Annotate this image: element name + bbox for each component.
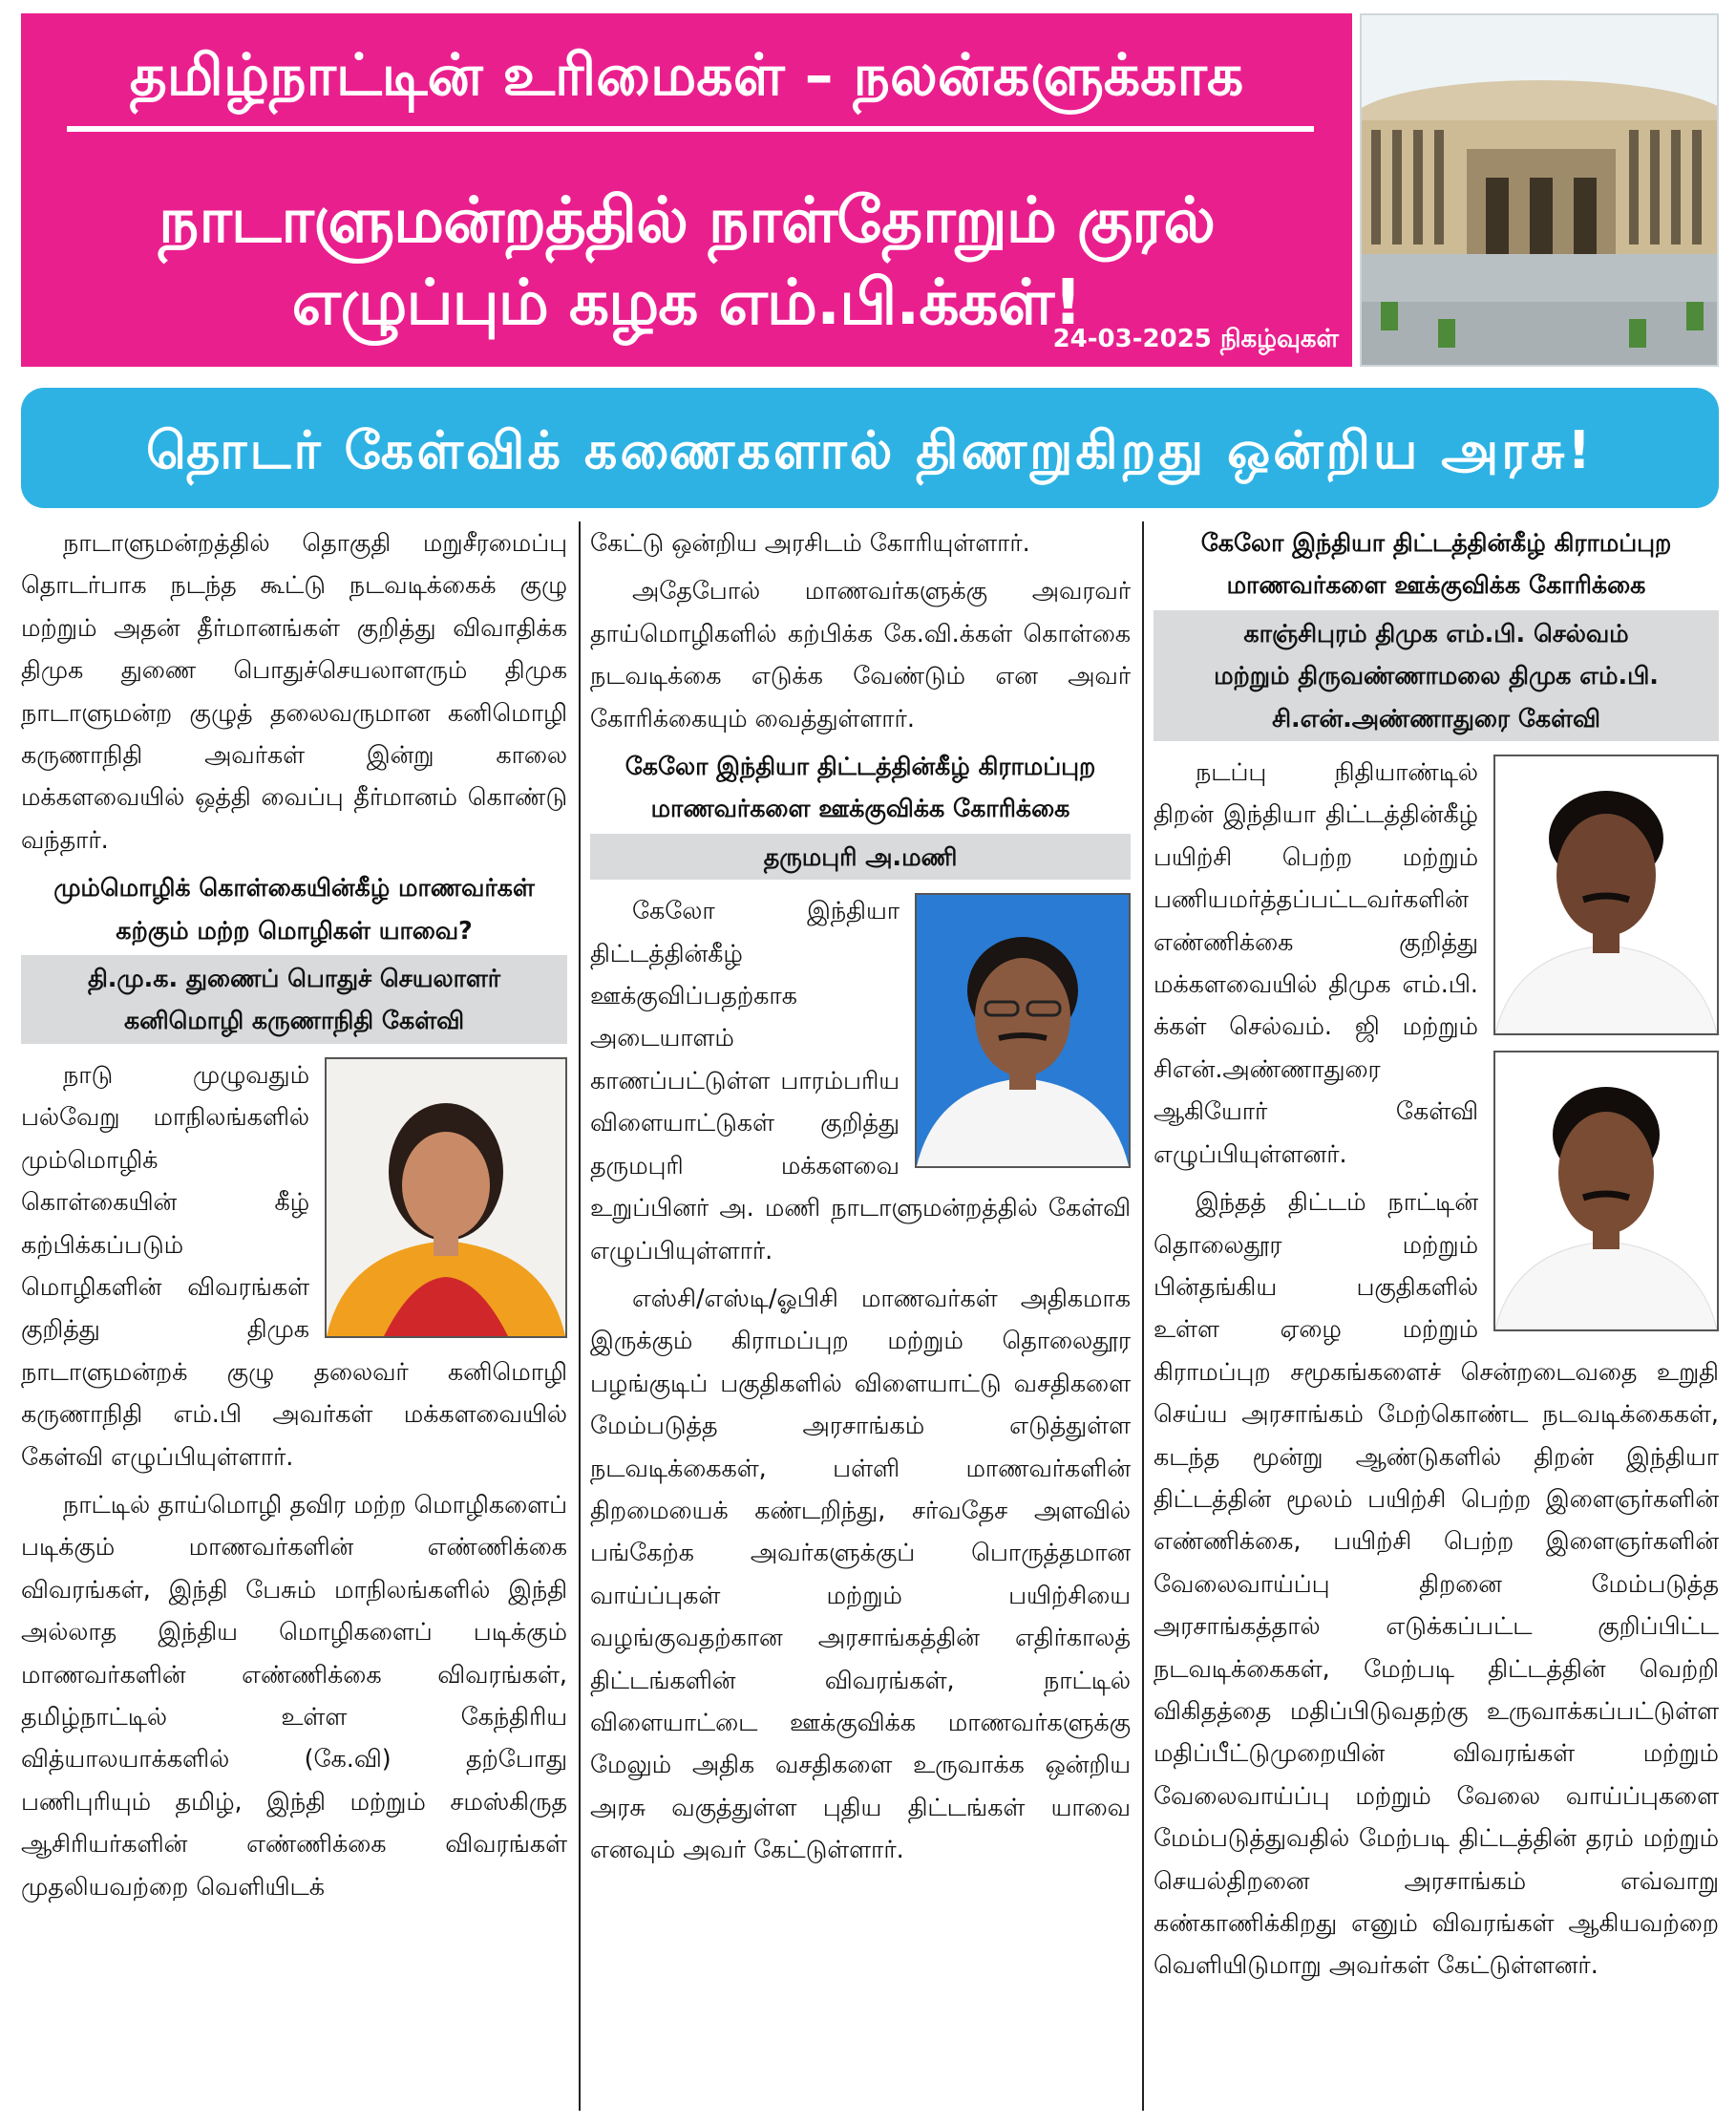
column-2 (590, 521, 1131, 2111)
col3-heading: கேலோ இந்தியா திட்டத்தின்கீழ் கிராமப்புற மாணவர்களை ஊக்குவிக்க கோரிக்கை (1200, 528, 1672, 600)
col3-byline-box (1154, 610, 1719, 741)
col2-paragraph-2: அதேபோல் மாணவர்களுக்கு அவரவர் தாய்மொழிகளில் கற்பிக்க கே.வி.க்கள் கொள்கை நடவடிக்கை எடுக்க வேண்டும் என அவர் கோரிக்கையும் வைத்துள்ளார். (590, 576, 1131, 733)
col1-heading: மும்மொழிக் கொள்கையின்கீழ் மாணவர்கள் கற்கும் மற்ற மொழிகள் யாவை? (53, 873, 535, 945)
col3-paragraph-2: இந்தத் திட்டம் நாட்டின் தொலைதூர மற்றும் பின்தங்கிய பகுதிகளில் உள்ள ஏழை மற்றும் கிராமப்புற சமூகங்களைச் சென்றடைவதை உறுதி செய்ய அரசாங்கம் மேற்கொண்ட நடவடிக்கைகள், கடந்த மூன்று ஆண்டுகளில் திறன் இந்தியா திட்டத்தின் மூலம் பயிற்சி பெற்ற இளைஞர்களின் எண்ணிக்கை, பயிற்சி பெற்ற இளைஞர்களின் வேலைவாய்ப்பு திறனை மேம்படுத்த அரசாங்கத்தால் எடுக்கப்பட்ட குறிப்பிட்ட நடவடிக்கைகள், மேற்படி திட்டத்தின் வெற்றி விகிதத்தை மதிப்பிடுவதற்கு உருவாக்கப்பட்டுள்ள மதிப்பீட்டுமுறையின் விவரங்கள் மற்றும் வேலைவாய்ப்பு மற்றும் வேலை வாய்ப்புகளை மேம்படுத்துவதில் மேற்படி திட்டத்தின் தரம் மற்றும் செயல்திறனை அரசாங்கம் எவ்வாறு கண்காணிக்கிறது எனும் விவரங்கள் ஆகியவற்றை வெளியிடுமாறு அவர்கள் கேட்டுள்ளனர். (1154, 1187, 1719, 1980)
col2-heading: கேலோ இந்தியா திட்டத்தின்கீழ் கிராமப்புற மாணவர்களை ஊக்குவிக்க கோரிக்கை (625, 752, 1096, 823)
column-divider-2 (1142, 521, 1144, 2111)
col1-byline-box (21, 955, 567, 1044)
col3-byline-line-3: சி.என்.அண்ணாதுரை கேள்வி (1272, 703, 1600, 733)
column-divider-1 (579, 521, 581, 2111)
sub-headline-banner (21, 388, 1719, 508)
headline-line-2: நாடாளுமன்றத்தில் நாள்தோறும் குரல் எழுப்பும் கழக எம்.பி.க்கள்! (159, 183, 1215, 339)
headline-date: 24-03-2025 நிகழ்வுகள் (1052, 325, 1339, 353)
col1-paragraph-3: நாட்டில் தாய்மொழி தவிர மற்ற மொழிகளைப் படிக்கும் மாணவர்களின் எண்ணிக்கை விவரங்கள், இந்தி பேசும் மாநிலங்களில் இந்தி அல்லாத இந்திய மொழிகளைப் படிக்கும் மாணவர்களின் எண்ணிக்கை விவரங்கள், தமிழ்நாட்டில் உள்ள கேந்திரிய வித்யாலயாக்களில் (கே.வி) தற்போது பணிபுரியும் தமிழ், இந்தி மற்றும் சமஸ்கிருத ஆசிரியர்களின் எண்ணிக்கை விவரங்கள் முதலியவற்றை வெளியிடக் (21, 1489, 567, 1901)
col1-paragraph-1: நாடாளுமன்றத்தில் தொகுதி மறுசீரமைப்பு தொடர்பாக நடந்த கூட்டு நடவடிக்கைக் குழு மற்றும் அதன் தீர்மானங்கள் குறித்து விவாதிக்க திமுக துணை பொதுச்செயலாளரும் திமுக நாடாளுமன்ற குழுத் தலைவருமான கனிமொழி கருணாநிதி அவர்கள் இன்று காலை மக்களவையில் ஒத்தி வைப்பு தீர்மானம் கொண்டு வந்தார். (21, 528, 567, 854)
col2-paragraph-3: கேலோ இந்தியா திட்டத்தின்கீழ் ஊக்குவிப்பதற்காக அடையாளம் காணப்பட்டுள்ள பாரம்பரிய விளையாட்டுகள் குறித்து தருமபுரி மக்களவை உறுப்பினர் அ. மணி நாடாளுமன்றத்தில் கேள்வி எழுப்பியுள்ளார். (590, 896, 1131, 1265)
mani-photo (915, 893, 1131, 1168)
sub-headline-text: தொடர் கேள்விக் கணைகளால் திணறுகிறது ஒன்றிய அரசு! (146, 420, 1594, 480)
parliament-photo (1360, 13, 1719, 367)
col2-paragraph-1: கேட்டு ஒன்றிய அரசிடம் கோரியுள்ளார். (590, 528, 1030, 557)
col1-paragraph-2: நாடு முழுவதும் பல்வேறு மாநிலங்களில் மும்மொழிக் கொள்கையின் கீழ் கற்பிக்கப்படும் மொழிகளின் விவரங்கள் குறித்து திமுக நாடாளுமன்றக் குழு தலைவர் கனிமொழி கருணாநிதி எம்.பி அவர்கள் மக்களவையில் கேள்வி எழுப்பியுள்ளார். (21, 1059, 567, 1471)
col2-byline-line-1: தருமபுரி அ.மணி (763, 841, 958, 871)
kanimozhi-photo (325, 1057, 567, 1338)
col3-byline-line-2: மற்றும் திருவண்ணாமலை திமுக எம்.பி. (1214, 661, 1659, 691)
column-1 (21, 521, 567, 2111)
annadurai-photo (1493, 1051, 1719, 1331)
headline-line-1: தமிழ்நாட்டின் உரிமைகள் – நலன்களுக்காக (129, 42, 1244, 109)
col2-paragraph-4: எஸ்சி/எஸ்டி/ஓபிசி மாணவர்கள் அதிகமாக இருக்கும் கிராமப்புற மற்றும் தொலைதூர பழங்குடிப் பகுதிகளில் விளையாட்டு வசதிகளை மேம்படுத்த அரசாங்கம் எடுத்துள்ள நடவடிக்கைகள், பள்ளி மாணவர்களின் திறமையைக் கண்டறிந்து, சர்வதேச அளவில் பங்கேற்க அவர்களுக்குப் பொருத்தமான வாய்ப்புகள் மற்றும் பயிற்சியை வழங்குவதற்கான அரசாங்கத்தின் எதிர்காலத் திட்டங்களின் விவரங்கள், நாட்டில் விளையாட்டை ஊக்குவிக்க மாணவர்களுக்கு மேலும் அதிக வசதிகளை உருவாக்க ஒன்றிய அரசு வகுத்துள்ள புதிய திட்டங்கள் யாவை எனவும் அவர் கேட்டுள்ளார். (590, 1283, 1131, 1864)
headline-underline (67, 126, 1314, 132)
col1-byline-line-1: தி.மு.க. துணைப் பொதுச் செயலாளர் (87, 964, 501, 993)
headline-block (21, 13, 1352, 367)
col3-paragraph-1: நடப்பு நிதியாண்டில் திறன் இந்தியா திட்டத்தின்கீழ் பயிற்சி பெற்ற மற்றும் பணியமர்த்தப்பட்டவர்களின் எண்ணிக்கை குறித்து மக்களவையில் திமுக எம்.பி. க்கள் செல்வம். ஜி மற்றும் சிஎன்.அண்ணாதுரை ஆகியோர் கேள்வி எழுப்பியுள்ளனர். (1154, 757, 1478, 1168)
col2-byline-box (590, 834, 1131, 880)
column-3 (1154, 521, 1719, 2111)
col1-byline-line-2: கனிமொழி கருணாநிதி கேள்வி (124, 1006, 464, 1035)
col3-byline-line-1: காஞ்சிபுரம் திமுக எம்.பி. செல்வம் (1243, 618, 1629, 648)
selvam-photo (1493, 755, 1719, 1035)
